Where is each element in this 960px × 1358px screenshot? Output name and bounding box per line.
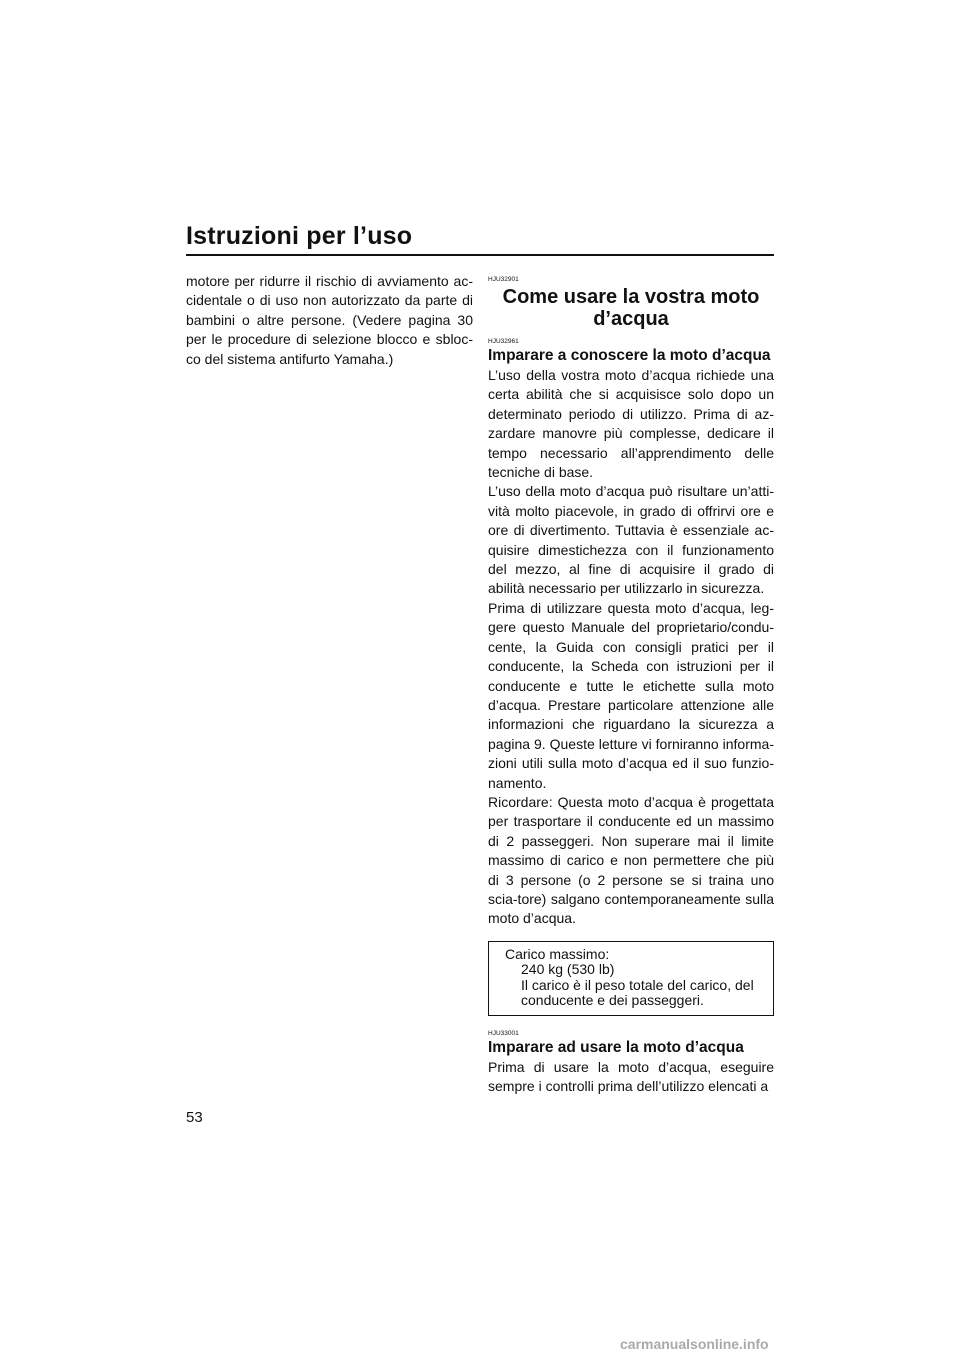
watermark: carmanualsonline.info (620, 1336, 769, 1352)
subsection-title: Imparare ad usare la moto d’acqua (488, 1038, 744, 1056)
body-paragraph: L’uso della vostra moto d’acqua richiede una certa abilità che si acquisisce solo dopo un determinato periodo di utilizzo. Prima di az-zardare manovre più complesse, dedicare il tempo necessario all’apprendimento delle tecniche di base. (488, 367, 774, 481)
body-paragraph: Ricordare: Questa moto d’acqua è progettata per trasportare il conducente ed un massimo di 2 passeggeri. Non superare mai il limite massimo di carico e non permettere che più di 3 persone (o 2 persone se si traina uno scia-tore) salgano contemporaneamente sulla moto d’acqua. (488, 793, 774, 927)
body-paragraph: Prima di usare la moto d’acqua, eseguire sempre i controlli prima dell’utilizzo elencati a (488, 1058, 774, 1095)
body-paragraph: Prima di utilizzare questa moto d’acqua, leg-gere questo Manuale del proprietario/condu-cente, la Guida con consigli pratici per il conducente, la Scheda con istruzioni per il conducente e tutte le etichette sulla moto d’acqua. Prestare particolare attenzione alle informazioni che riguardano la sicurezza a pagina 9. Queste letture vi forniranno informa-zioni utili sulla moto d’acqua ed il suo funzio-namento. (488, 599, 774, 791)
left-paragraph: motore per ridurre il rischio di avviamento ac-cidentale o di uso non autorizzato da parte di bambini o altre persone. (Vedere pagina 30 per le procedure di selezione blocco e sbloc-co del sistema antifurto Yamaha.) (186, 273, 473, 367)
subsection-code: HJU33001 (488, 1029, 519, 1037)
spec-box (488, 941, 774, 1016)
spec-note: Il carico è il peso totale del carico, del conducente e dei passeggeri. (521, 976, 754, 1009)
subsection-code: HJU32961 (488, 338, 519, 345)
header-rule (186, 254, 774, 256)
section-title: Come usare la vostra moto d’acqua (502, 286, 760, 330)
section-code: HJU32901 (488, 276, 519, 283)
spec-value: 240 kg (530 lb) (521, 961, 615, 978)
subsection-title: Imparare a conoscere la moto d’acqua (488, 347, 771, 364)
page-header: Istruzioni per l’uso (186, 222, 413, 250)
spec-label: Carico massimo: (505, 945, 610, 962)
left-column (186, 272, 473, 369)
page-number: 53 (186, 1109, 203, 1126)
body-paragraph: L’uso della moto d’acqua può risultare un’atti-vità molto piacevole, in grado di offrirvi ore e ore di divertimento. Tuttavia è essenziale ac-quisire dimestichezza con il funzionamento del mezzo, al fine di acquisire il grado di abilità necessario per utilizzarlo in sicurezza. (488, 483, 774, 597)
right-column (488, 276, 774, 1097)
